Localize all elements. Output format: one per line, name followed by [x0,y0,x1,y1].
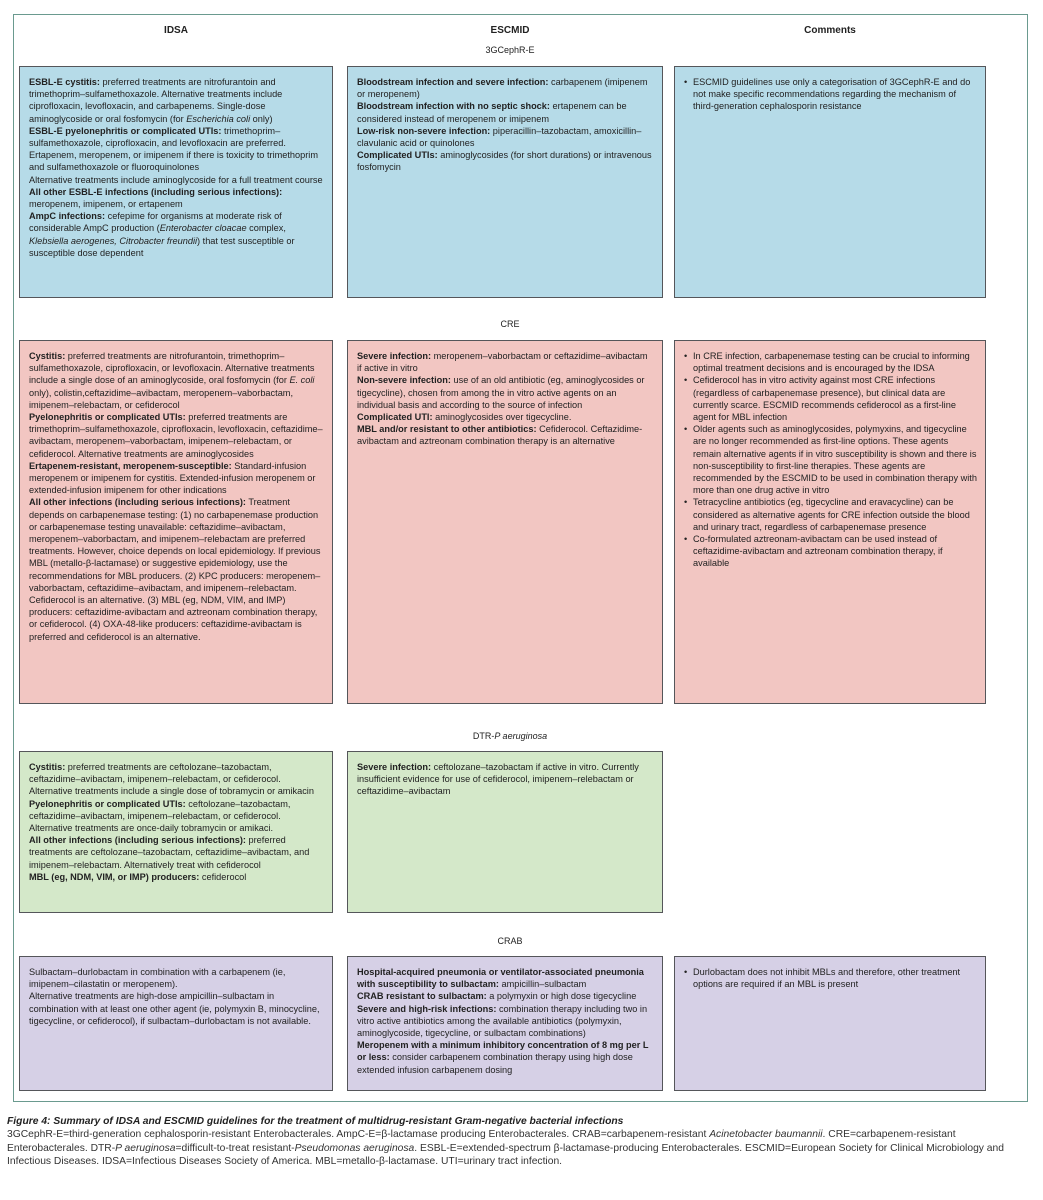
escmid-3gcephr-e-box [347,66,663,298]
guideline-paragraph: Hospital-acquired pneumonia or ventilator-associated pneumonia with susceptibility to sulbactam: ampicillin–sulbactam [357,967,644,990]
guideline-paragraph: Cystitis: preferred treatments are ceftolozane–tazobactam, ceftazidime–avibactam, imipenem–relebactam, or cefiderocol. Alternative treatments include a single dose of tobramycin or amikacin [29,762,314,797]
idsa-cre-box [19,340,333,704]
caption-body: 3GCephR-E=third-generation cephalosporin-resistant Enterobacterales. AmpC-E=β-lactamase producing Enterobacterales. CRAB=carbapenem-resistant Acinetobacter baumannii. CRE=carbapenem-resistant Enterobacterales. DTR-P aeruginosa=difficult-to-treat resistant-Pseudomonas aeruginosa. ESBL-E=extended-spectrum β-lactamase-producing Enterobacterales. ESCMID=European Society for Clinical Microbiology and Infectious Diseases. IDSA=Infectious Diseases Society of America. MBL=metallo-β-lactamase. UTI=urinary tract infection. [7,1129,1004,1167]
guideline-paragraph: Severe infection: ceftolozane–tazobactam if active in vitro. Currently insufficient evidence for use of cefiderocol, imipenem–relebactam or ceftazidime–avibactam [357,762,639,797]
guideline-paragraph: Meropenem with a minimum inhibitory concentration of 8 mg per L or less: consider carbapenem combination therapy using high dose extended infusion carbapenem dosing [357,1040,649,1075]
comment-item: • ESCMID guidelines use only a categorisation of 3GCephR-E and do not make specific recommendations regarding the mechanism of third-generation cephalosporin resistance [684,76,977,113]
caption-title: Figure 4: Summary of IDSA and ESCMID guidelines for the treatment of multidrug-resistant Gram-negative bacterial infections [7,1116,624,1127]
comment-item: • In CRE infection, carbapenemase testing can be crucial to informing optimal treatment decisions and is encouraged by the IDSA [684,350,977,374]
guideline-paragraph: ESBL-E cystitis: preferred treatments are nitrofurantoin and trimethoprim–sulfamethoxazole. Alternative treatments include ciprofloxacin, levofloxacin, and carbapenems. Single-dose aminoglycoside or oral fosfomycin (for Escherichia coli only) [29,77,283,124]
guideline-paragraph: Complicated UTI: aminoglycosides over tigecycline. [357,412,572,423]
column-header-idsa: IDSA [164,25,188,36]
guideline-paragraph: Alternative treatments include aminoglycoside for a full treatment course [29,174,323,185]
guideline-paragraph: Non-severe infection: use of an old antibiotic (eg, aminoglycosides or tigecycline), chosen from among the in vitro active agents on an individual basis and according to the source of infection [357,375,645,410]
guideline-paragraph: Complicated UTIs: aminoglycosides (for short durations) or intravenous fosfomycin [357,150,652,173]
guideline-paragraph: ESBL-E pyelonephritis or complicated UTIs: trimethoprim–sulfamethoxazole, ciprofloxacin, and levofloxacin are preferred. Ertapenem, meropenem, or imipenem if there is toxicity to trimethoprim and sulfamethoxazole or fluoroquinolones [29,125,319,173]
section-title-crab: CRAB [497,936,523,946]
escmid-crab-box [347,956,663,1091]
guideline-paragraph: MBL (eg, NDM, VIM, or IMP) producers: cefiderocol [29,871,247,882]
guideline-paragraph: Severe infection: meropenem–vaborbactam or ceftazidime–avibactam if active in vitro [357,351,648,374]
comment-item: • Cefiderocol has in vitro activity against most CRE infections (regardless of carbapenemase presence), but clinical data are currently scarce. ESCMID recommends cefiderocol as a first-line agent for MBL infection [684,374,977,423]
guideline-paragraph: Cystitis: preferred treatments are nitrofurantoin, trimethoprim–sulfamethoxazole, ciprofloxacin, or levofloxacin. Alternative treatments include a single dose of an aminoglycoside, oral fosfomycin (for E. coli only), colistin,ceftazidime–avibactam, meropenem–vaborbactam, imipenem–relebactam, or cefiderocol [29,351,315,410]
guideline-paragraph: MBL and/or resistant to other antibiotics: Cefiderocol. Ceftazidime-avibactam and aztreonam combination therapy is an alternative [357,424,643,447]
idsa-3gcephr-e-box [19,66,333,298]
guideline-paragraph: Severe and high-risk infections: combination therapy including two in vitro active antibiotics among the available antibiotics (polymyxin, aminoglycoside, tigecycline, or sulbactam combinations) [357,1003,648,1039]
guideline-paragraph: CRAB resistant to sulbactam: a polymyxin or high dose tigecycline [357,991,637,1002]
guideline-paragraph: Bloodstream infection with no septic shock: ertapenem can be considered instead of meropenem or imipenem [357,101,627,124]
section-title-cre: CRE [500,319,520,329]
comment-list [684,966,977,990]
guideline-paragraph: AmpC infections: cefepime for organisms at moderate risk of considerable AmpC production (Enterobacter cloacae complex, Klebsiella aerogenes, Citrobacter freundii) that test susceptible or susceptible dose dependent [29,211,295,258]
figure-caption [7,1115,1037,1168]
comment-list [684,350,977,570]
comment-item: • Tetracycline antibiotics (eg, tigecycline and eravacycline) can be considered as alternative agents for CRE infection outside the blood and urinary tract, regardless of carbapenemase presence [684,496,977,533]
comment-list [684,76,977,113]
comments-cre-box [674,340,986,704]
escmid-dtr-p-aeruginosa-box [347,751,663,913]
guideline-paragraph: Bloodstream infection and severe infection: carbapenem (imipenem or meropenem) [357,77,648,100]
comment-item: • Co-formulated aztreonam-avibactam can be used instead of ceftazidime-avibactam and aztreonam combination therapy, if available [684,533,977,570]
idsa-dtr-p-aeruginosa-box [19,751,333,913]
comment-item: • Durlobactam does not inhibit MBLs and therefore, other treatment options are required if an MBL is present [684,966,977,990]
guideline-paragraph: All other ESBL-E infections (including serious infections): meropenem, imipenem, or ertapenem [29,186,283,210]
guideline-paragraph: Pyelonephritis or complicated UTIs: preferred treatments are trimethoprim–sulfamethoxazole, ciprofloxacin, levofloxacin, ceftazidime–avibactam, meropenem–vaborbactam, imipenem–relebactam, or cefiderocol. Alternative treatments are aminoglycosides [29,412,323,459]
guideline-paragraph: All other infections (including serious infections): preferred treatments are ceftolozane–tazobactam, ceftazidime–avibactam, and imipenem–relebactam. Alternatively treat with cefiderocol [29,835,310,870]
guideline-paragraph: Sulbactam–durlobactam in combination with a carbapenem (ie, imipenem–cilastatin or meropenem). [29,967,286,990]
comment-item: • Older agents such as aminoglycosides, polymyxins, and tigecycline are no longer recommended as first-line options. These agents remain alternative agents if in vitro susceptibility is shown and there is non-susceptibility to first-line therapies. These agents are recommended by the ESCMID to be used in combination therapy with more than one drug active in vitro [684,423,977,496]
comments-crab-box [674,956,986,1091]
column-header-comments: Comments [804,25,856,36]
guideline-paragraph: Ertapenem-resistant, meropenem-susceptible: Standard-infusion meropenem or imipenem for cystitis. Extended-infusion meropenem or extended-infusion imipenem for other indications [29,460,316,496]
section-title-dtr-p-aeruginosa: DTR-P aeruginosa [472,731,548,741]
section-title-3gcephr-e: 3GCephR-E [485,45,535,55]
guideline-paragraph: Low-risk non-severe infection: piperacillin–tazobactam, amoxicillin–clavulanic acid or quinolones [357,125,642,149]
column-header-escmid: ESCMID [490,25,530,36]
comments-3gcephr-e-box [674,66,986,298]
idsa-crab-box [19,956,333,1091]
guideline-paragraph: Alternative treatments are high-dose ampicillin–sulbactam in combination with at least one other agent (ie, polymyxin B, minocycline, tigecycline, or cefiderocol), if sulbactam–durlobactam is not available. [29,991,320,1026]
guideline-paragraph: All other infections (including serious infections): Treatment depends on carbapenemase testing: (1) no carbapenemase production or carbapenemase testing unavailable: ceftazidime–avibactam, meropenem–vaborbactam, and imipenem–relebactam are preferred treatments. However, choice depends on local epidemiology. If previous MBL (metallo-β-lactamase) or suggestive epidemiology, use the recommendations for MBL producers. (2) KPC producers: meropenem–vaborbactam, ceftazidime–avibactam, and imipenem–relebactam. Cefiderocol is an alternative. (3) MBL (eg, NDM, VIM, and IMP) producers: ceftazidime-avibactam and aztreonam combination therapy, or cefiderocol. (4) OXA-48-like producers: ceftazidime-avibactam is preferred and cefiderocol is an alternative. [29,497,321,642]
guideline-paragraph: Pyelonephritis or complicated UTIs: ceftolozane–tazobactam, ceftazidime–avibactam, imipenem–relebactam, or cefiderocol. Alternative treatments are once-daily tobramycin or amikaci. [29,798,291,834]
escmid-cre-box [347,340,663,704]
